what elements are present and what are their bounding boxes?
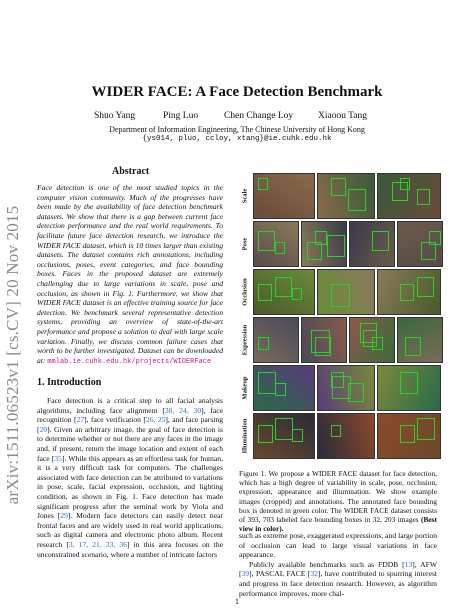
citation-link[interactable]: 27 — [76, 415, 85, 425]
figure-row-label-makeup — [239, 365, 251, 411]
face-bounding-box — [348, 189, 366, 211]
citation-link[interactable]: 29 — [60, 511, 68, 521]
section-heading-introduction: 1. Introduction — [37, 377, 102, 388]
face-bounding-box — [405, 337, 421, 356]
face-bounding-box — [327, 235, 345, 257]
face-bounding-box — [258, 178, 268, 190]
face-bounding-box — [417, 189, 430, 205]
author-name: Ping Luo — [163, 111, 199, 121]
row-label-text: Expression — [241, 324, 249, 356]
citation-link[interactable]: 39 — [241, 569, 250, 579]
example-photo — [317, 269, 375, 315]
face-bounding-box — [392, 182, 408, 201]
abstract-body — [37, 183, 223, 367]
face-bounding-box — [258, 425, 273, 443]
row-label-text: Occlusion — [241, 278, 249, 306]
intro-text: ]. Modern face detectors can easily detect near frontal faces and are widely used in real world applications, such as digital camera and electronic photo album. Recent research [ — [37, 511, 223, 549]
face-bounding-box — [400, 284, 414, 301]
paragraph: such as extreme pose, exaggerated expressions, and large portion of occlusion can lead to large visual variations in face appearance. — [239, 531, 437, 560]
paragraph-text: ], PASCAL FACE [ — [249, 569, 311, 579]
citation-link[interactable]: 38, 24, 30 — [164, 405, 202, 415]
example-photo — [377, 173, 441, 219]
face-bounding-box — [275, 277, 292, 297]
abstract-text: Face detection is one of the most studied topics in the computer vision community. Much of the progresses have been made by the availability of face detection benchmark datasets. We show that there is a gap between current face detection performance and the real world requirements. To facilitate future face detection research, we introduce the WIDER FACE dataset, which is 10 times larger than existing datasets. The dataset contains rich annotations, including occlusions, poses, event categories, and face bounding boxes. Faces in the proposed dataset are extremely challenging due to large variations in scale, pose and occlusion, as shown in Fig. 1. Furthermore, we show that WIDER FACE dataset is an effective training source for face detection. We benchmark several representative detection systems, providing an overview of state-of-the-art performance and propose a solution to deal with large scale variation. Finally, we discuss common failure cases that worth to be further investigated. Dataset can be downloaded at: — [37, 183, 223, 365]
dataset-url[interactable]: mmlab.ie.cuhk.edu.hk/projects/WIDERFace — [47, 357, 212, 366]
example-photo — [253, 365, 315, 411]
row-label-text: Makeup — [241, 376, 249, 400]
example-photo — [377, 413, 441, 459]
arxiv-identifier: arXiv:1511.06523v1 [cs.CV] 20 Nov 2015 — [3, 205, 22, 505]
example-photo — [397, 221, 443, 267]
face-bounding-box — [307, 242, 322, 260]
intro-text: ]. While this appears as an effortless task for human, it is a very difficult task for computers. The challenges associated with face detection can be attributed to variations in pose, scale, facial expression, occlusion, and lighting condition, as shown in Fig. 1. Face detection has made significant progress after the seminal work by Viola and Jones [ — [37, 453, 223, 521]
intro-text: ], and face parsing [ — [37, 415, 223, 434]
example-photo — [317, 413, 375, 459]
intro-text: ], face recognition [ — [37, 405, 223, 425]
paragraph-text: ], have contributed to spurring interest and progress in face detection research. However, as algorithm performance improves, more chal- — [239, 569, 438, 598]
example-photo — [349, 221, 395, 267]
example-photo — [317, 365, 375, 411]
right-column-body — [239, 531, 437, 598]
face-bounding-box — [331, 425, 341, 437]
affiliation: Department of Information Engineering, The Chinese University of Hong Kong — [109, 125, 365, 134]
face-bounding-box — [275, 418, 293, 440]
author-emails: {ys014, pluo, ccloy, xtang}@ie.cuhk.edu.hk — [142, 135, 332, 143]
example-photo — [301, 317, 347, 363]
figure-row-label-pose — [239, 221, 251, 267]
face-bounding-box — [258, 231, 275, 251]
face-bounding-box — [331, 178, 346, 196]
face-bounding-box — [292, 429, 303, 442]
citation-link[interactable]: 32 — [310, 569, 318, 579]
face-bounding-box — [421, 242, 436, 260]
face-bounding-box — [372, 231, 389, 251]
example-photo — [253, 269, 315, 315]
face-bounding-box — [275, 242, 285, 254]
figure-1-caption — [239, 469, 437, 533]
citation-link[interactable]: 26, 25 — [145, 415, 166, 425]
example-photo — [317, 173, 375, 219]
example-photo — [253, 413, 315, 459]
example-photo — [301, 221, 347, 267]
example-photo — [397, 317, 443, 363]
example-photo — [377, 269, 441, 315]
intro-text: Face detection is a critical step to all facial analysis algorithms, including face alignment [ — [37, 396, 223, 415]
paragraph-text: Publicly available benchmarks such as FDDB [ — [249, 559, 405, 569]
face-bounding-box — [400, 425, 415, 443]
face-bounding-box — [331, 284, 350, 307]
intro-text: ] in this area focuses on the unconstrained scenario, where a number of intricate factors — [37, 539, 224, 559]
figure-1-image-grid — [239, 173, 439, 463]
citation-link[interactable]: 3, 17, 21, 33, 36 — [68, 539, 127, 549]
face-bounding-box — [417, 418, 435, 440]
face-bounding-box — [360, 323, 377, 343]
row-label-text: Illumination — [241, 418, 249, 454]
example-photo — [253, 173, 315, 219]
page-number: 1 — [235, 597, 239, 606]
face-bounding-box — [258, 372, 276, 394]
intro-text: ]. Given an arbitrary image, the goal of face detection is to determine whether or not there are any faces in the image and, if present, return the image location and extent of each face [ — [37, 424, 223, 463]
face-bounding-box — [258, 284, 272, 301]
example-photo — [377, 365, 441, 411]
caption-bold-note: (Best view in color). — [239, 515, 437, 534]
paper-title: WIDER FACE: A Face Detection Benchmark — [91, 84, 383, 100]
intro-text: ], face verification [ — [84, 415, 146, 425]
face-bounding-box — [258, 337, 269, 350]
figure-row-label-scale — [239, 173, 251, 219]
row-label-text: Pose — [241, 237, 249, 251]
face-bounding-box — [311, 330, 330, 353]
example-photo — [253, 317, 299, 363]
face-bounding-box — [417, 277, 434, 297]
figure-row-label-illumination — [239, 413, 251, 459]
paragraph-text: ], AFW [ — [239, 559, 437, 579]
citation-link[interactable]: 13 — [404, 559, 413, 569]
figure-row-label-occlusion — [239, 269, 251, 315]
face-bounding-box — [400, 372, 418, 394]
face-bounding-box — [275, 383, 286, 396]
introduction-body — [37, 396, 223, 559]
figure-row-label-expression — [239, 317, 251, 363]
face-bounding-box — [292, 288, 302, 300]
citation-link[interactable]: 20 — [39, 424, 48, 434]
citation-link[interactable]: 35 — [54, 453, 62, 463]
face-bounding-box — [332, 376, 351, 399]
paragraph — [239, 560, 437, 598]
author-name: Shuo Yang — [94, 111, 136, 121]
author-name: Xiaoou Tang — [318, 111, 368, 121]
example-photo — [253, 221, 299, 267]
caption-text: Figure 1. We propose a WIDER FACE dataset for face detection, which has a high degree of variability in scale, pose, occlusion, expression, appearance and illumination. We show example images (cropped) and annotations. The annotated face bounding box is denoted in green color. The WIDER FACE dataset consists of 393, 703 labeled face bounding boxes in 32, 203 images — [239, 469, 437, 525]
example-photo — [349, 317, 395, 363]
abstract-heading: Abstract — [112, 166, 150, 177]
author-name: Chen Change Loy — [224, 111, 294, 121]
row-label-text: Scale — [241, 188, 249, 204]
